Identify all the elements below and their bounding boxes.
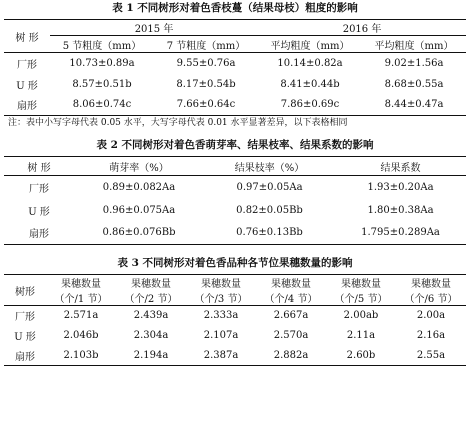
table-cell: 2.11a — [346, 330, 376, 341]
table-cell: 2.046b — [63, 330, 99, 341]
table-cell: 2.107a — [203, 330, 239, 341]
table-cell: 2.55a — [416, 349, 446, 361]
table-cell: 8.17±0.54b — [176, 78, 236, 90]
table2-row-header: 树 形 — [27, 162, 51, 174]
table-cell: 2.16a — [416, 330, 446, 341]
table2-column-header: 结果枝率（%） — [234, 162, 305, 174]
table-cell: 10.14±0.82a — [277, 57, 343, 69]
row-label: 厂形 — [17, 59, 37, 71]
table-cell: 0.76±0.13Bb — [236, 227, 303, 239]
table-cell: 2.304a — [133, 330, 169, 341]
table-cell: 8.44±0.47a — [384, 99, 444, 111]
row-label: 厂形 — [29, 183, 49, 195]
table-cell: 9.55±0.76a — [176, 57, 236, 69]
table3-column-header: 果穗数量 — [61, 279, 101, 290]
table-cell: 2.387a — [203, 349, 239, 361]
table-cell: 2.60b — [346, 349, 376, 361]
row-label: U 形 — [28, 206, 50, 218]
table3-column-header: 果穗数量 — [271, 279, 311, 290]
document-page — [4, 0, 466, 366]
table-row — [4, 74, 466, 95]
table3-column-unit: （个/6 节） — [404, 294, 458, 305]
table-cell: 10.73±0.89a — [69, 57, 135, 69]
table-row — [4, 326, 466, 346]
table-cell: 2.194a — [133, 349, 169, 361]
table1-year-group: 2016 年 — [258, 20, 466, 36]
row-label: 厂形 — [15, 312, 35, 324]
table3-column-header: 果穗数量 — [411, 279, 451, 290]
table3 — [4, 274, 466, 366]
row-label: U 形 — [14, 332, 36, 343]
table1-title: 表 1 不同树形对着色香枝蔓（结果母枝）粗度的影响 — [112, 2, 358, 14]
table-cell: 0.97±0.05Aa — [236, 181, 303, 193]
table3-column-unit: （个/2 节） — [124, 294, 178, 305]
table-cell: 7.86±0.69c — [280, 99, 340, 111]
row-label: 扇形 — [17, 101, 37, 113]
table-cell: 2.667a — [273, 310, 309, 322]
table2-title: 表 2 不同树形对着色香萌芽率、结果枝率、结果系数的影响 — [96, 139, 374, 151]
table-cell: 2.00ab — [343, 310, 379, 322]
table-row — [4, 199, 466, 222]
table1 — [4, 19, 466, 116]
table3-column-unit: （个/4 节） — [264, 294, 318, 305]
table-cell: 1.93±0.20Aa — [367, 181, 434, 193]
table-cell: 0.86±0.076Bb — [102, 227, 176, 239]
table-row — [4, 222, 466, 245]
table-cell: 0.82±0.05Bb — [236, 204, 303, 216]
table-row — [4, 306, 466, 326]
table3-column-unit: （个/3 节） — [194, 294, 248, 305]
table2 — [4, 156, 466, 245]
table-row — [4, 346, 466, 366]
table-row — [4, 53, 466, 74]
table3-row-header: 树形 — [4, 275, 46, 306]
table3-column-header: 果穗数量 — [341, 279, 381, 290]
table-row — [4, 176, 466, 199]
table1-column-header: 平均粗度（mm） — [270, 40, 350, 52]
table-cell: 1.80±0.38Aa — [367, 204, 434, 216]
table-cell: 0.89±0.082Aa — [102, 181, 176, 193]
table-cell: 8.41±0.44b — [280, 78, 340, 90]
table-cell: 0.96±0.075Aa — [102, 204, 176, 216]
table-cell: 9.02±1.56a — [384, 57, 444, 69]
table3-column-header: 果穗数量 — [201, 279, 241, 290]
table-cell: 2.103b — [63, 349, 99, 361]
table-cell: 7.66±0.64c — [176, 99, 236, 111]
table2-column-header: 萌芽率（%） — [109, 162, 169, 174]
table1-row-header: 树 形 — [4, 20, 50, 53]
table1-column-header: 7 节粗度（mm） — [166, 40, 246, 52]
table3-column-header: 果穗数量 — [131, 279, 171, 290]
table1-note: 注：表中小写字母代表 0.05 水平，大写字母代表 0.01 水平显著差异，以下表格相同 — [8, 118, 348, 128]
table3-title: 表 3 不同树形对着色香品种各节位果穗数量的影响 — [117, 257, 353, 269]
table-row — [4, 95, 466, 116]
table-cell: 2.570a — [273, 330, 309, 341]
table3-column-unit: （个/1 节） — [54, 294, 108, 305]
table-cell: 2.333a — [203, 310, 239, 322]
table-cell: 8.06±0.74c — [72, 99, 132, 111]
table-cell: 2.882a — [273, 349, 309, 361]
row-label: U 形 — [16, 80, 38, 92]
table-cell: 2.439a — [133, 310, 169, 322]
table1-year-group: 2015 年 — [50, 20, 258, 36]
table2-column-header: 结果系数 — [380, 162, 421, 174]
table1-column-header: 平均粗度（mm） — [374, 40, 454, 52]
table3-column-unit: （个/5 节） — [334, 294, 388, 305]
table-cell: 2.571a — [63, 310, 99, 322]
table-cell: 2.00a — [416, 310, 446, 322]
row-label: 扇形 — [15, 351, 35, 363]
row-label: 扇形 — [29, 229, 49, 241]
table1-column-header: 5 节粗度（mm） — [62, 40, 142, 52]
table-cell: 1.795±0.289Aa — [361, 227, 440, 239]
table-cell: 8.57±0.51b — [72, 78, 132, 90]
table-cell: 8.68±0.55a — [384, 78, 444, 90]
